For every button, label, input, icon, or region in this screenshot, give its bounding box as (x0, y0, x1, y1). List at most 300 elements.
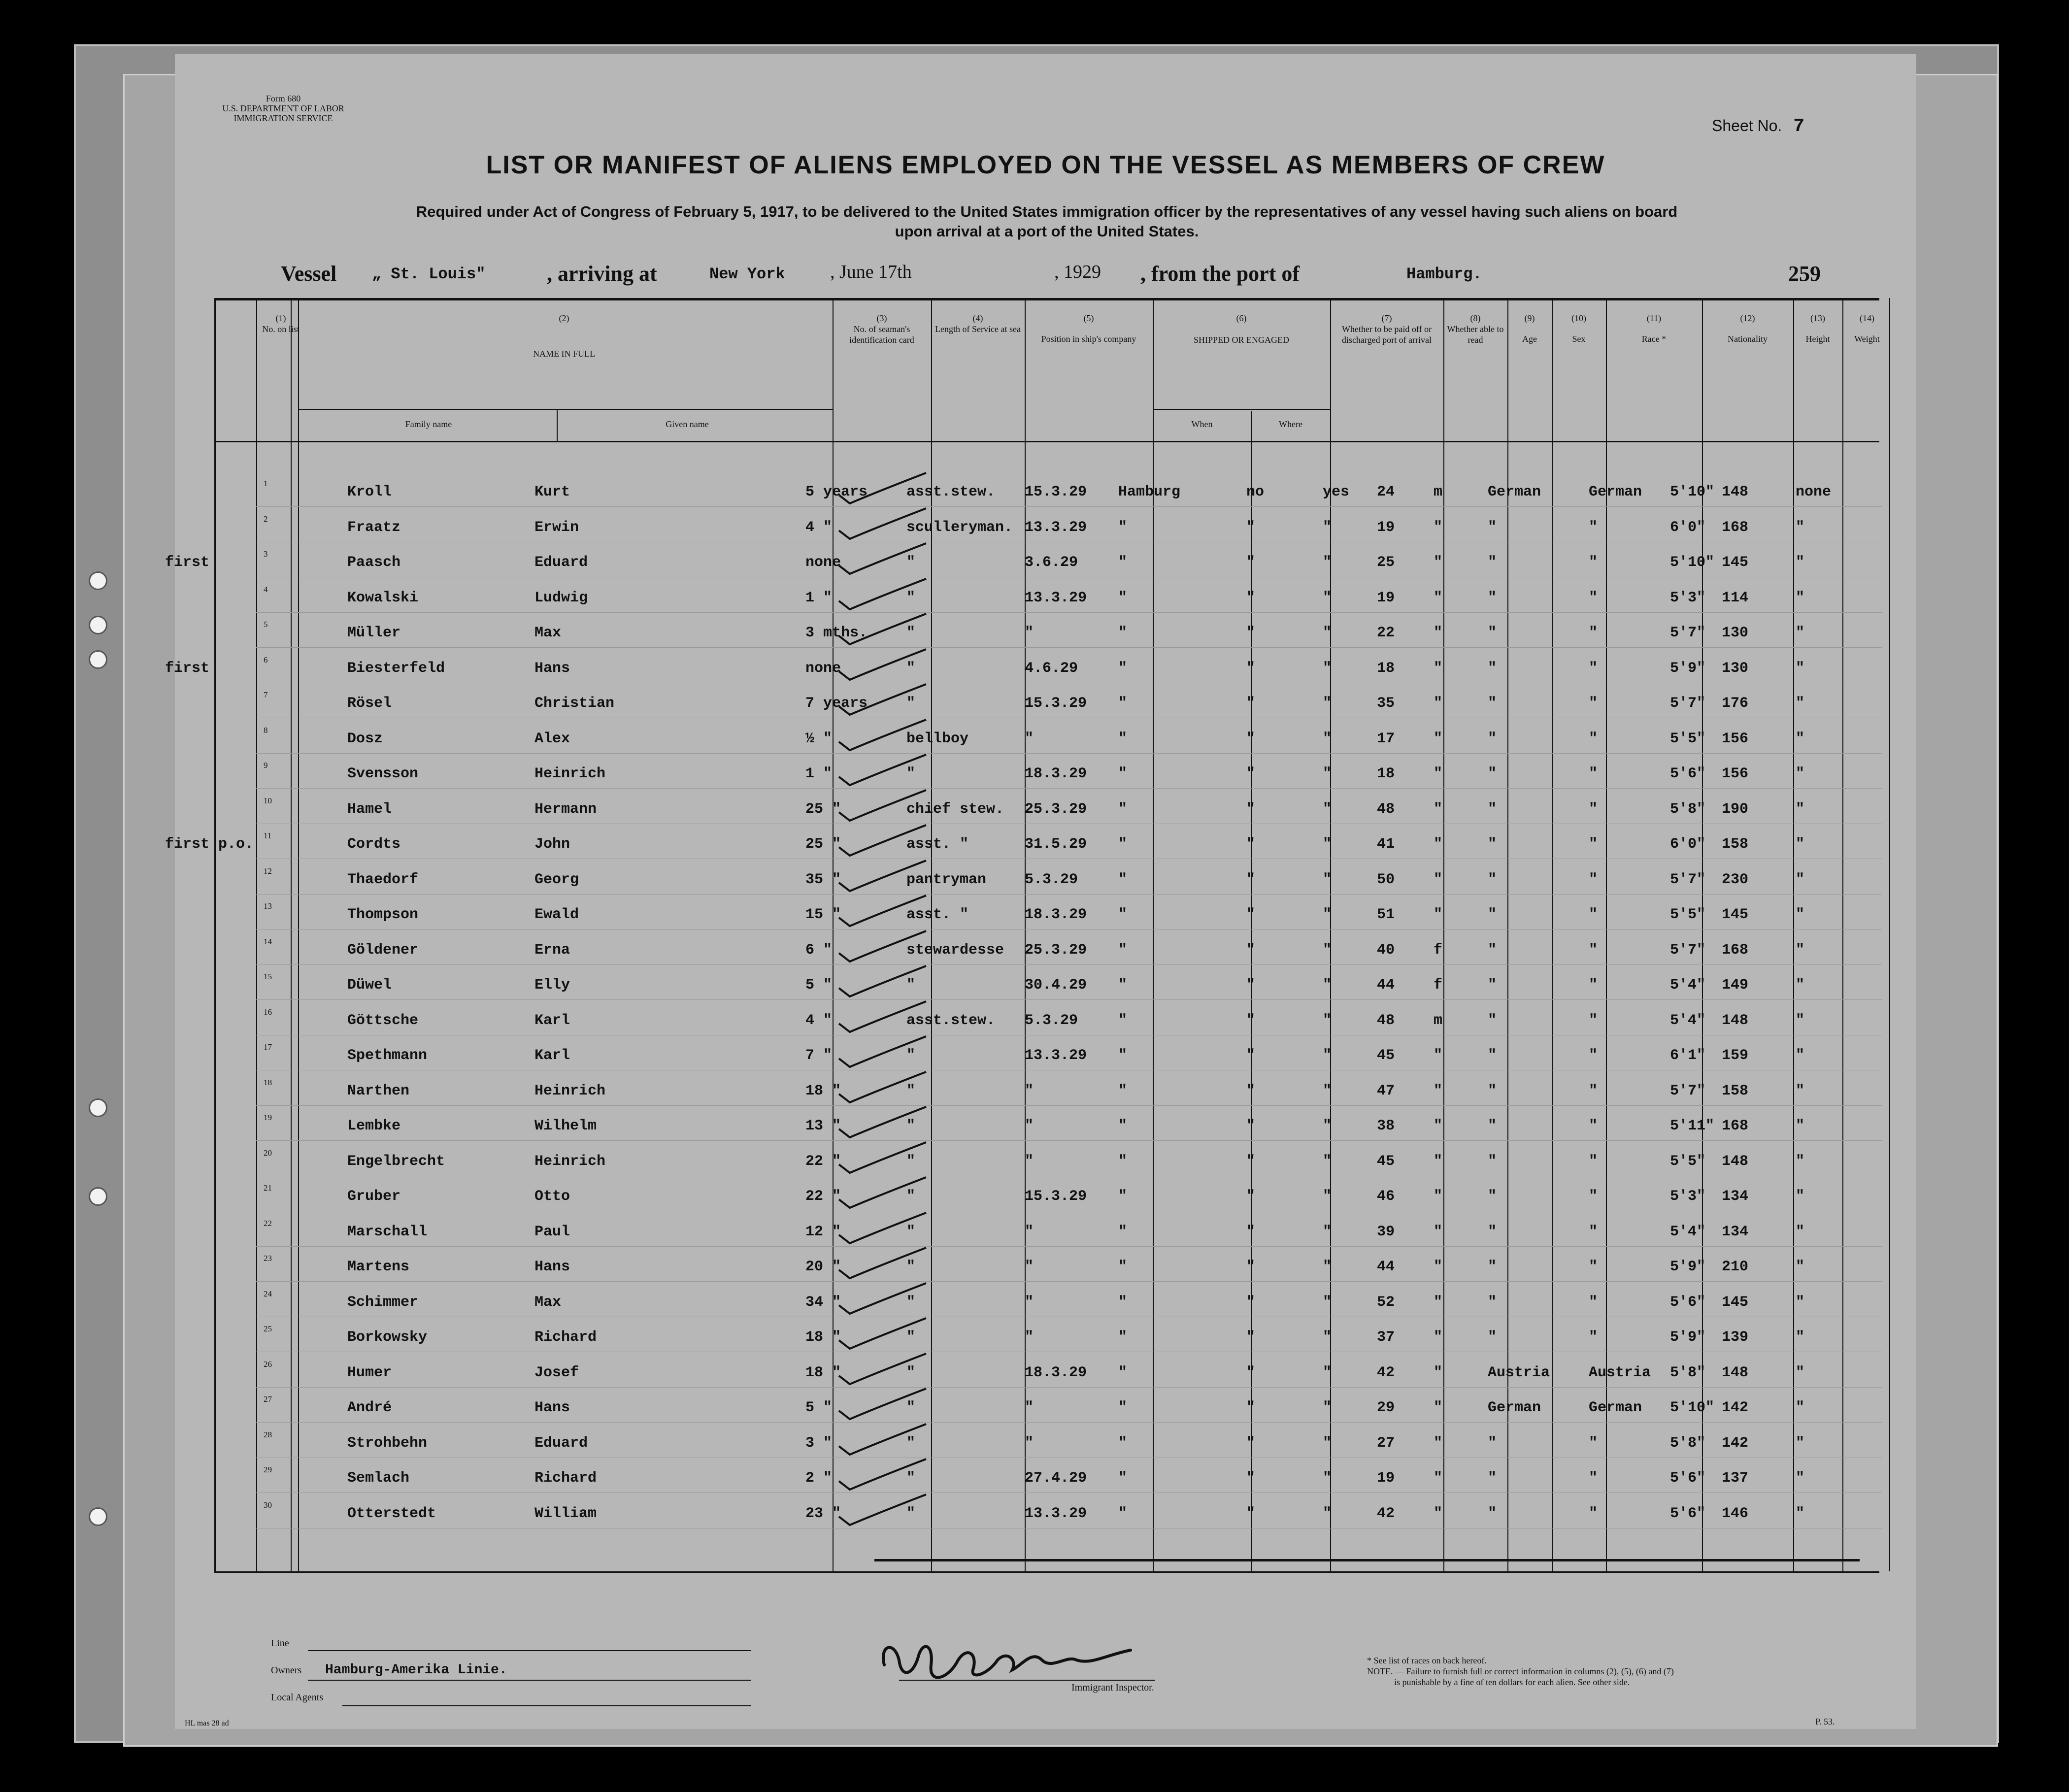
col-7-header (1330, 313, 1443, 345)
footnote-races: * See list of races on back hereof. (1367, 1656, 1487, 1665)
length-of-service: 1 " (805, 765, 833, 782)
given-name: Heinrich (534, 1082, 606, 1099)
height: 5'7" (1670, 1082, 1706, 1099)
position: pantryman (906, 871, 987, 888)
sex: " (1434, 1329, 1443, 1346)
age: 27 (1377, 1434, 1395, 1452)
given-name: Hermann (534, 800, 597, 818)
weight: 145 (1722, 906, 1749, 923)
able-to-read: " (1323, 1223, 1332, 1240)
race: " (1488, 660, 1497, 677)
punch-hole (89, 1187, 107, 1206)
paid-off: " (1246, 1505, 1256, 1522)
given-name: Max (534, 625, 562, 641)
form-number: Form 680 (266, 94, 301, 103)
sheet-number (1712, 116, 1804, 137)
able-to-read: " (1323, 1188, 1332, 1205)
sex: " (1434, 1434, 1443, 1452)
race: " (1488, 1470, 1497, 1487)
height: 5'6" (1670, 1470, 1706, 1487)
given-name: Max (534, 1294, 562, 1311)
family-name: Schimmer (347, 1294, 419, 1311)
row-rule (256, 1387, 1882, 1388)
weight: 168 (1722, 519, 1749, 536)
able-to-read: " (1323, 1399, 1332, 1416)
check-mark-icon (835, 1067, 934, 1106)
given-name: Otto (534, 1188, 570, 1205)
check-mark-icon (835, 715, 934, 754)
physical-marks: " (1796, 1329, 1805, 1346)
check-mark-icon (835, 1278, 934, 1318)
col-12-number: (12) (1740, 313, 1755, 323)
row-number: 29 (264, 1465, 272, 1474)
given-name: Eduard (534, 554, 588, 571)
weight: 148 (1722, 1012, 1749, 1029)
race: " (1488, 800, 1497, 818)
age: 51 (1377, 906, 1395, 923)
row-rule (256, 612, 1882, 613)
col-6a-label: When (1191, 419, 1213, 429)
age: 35 (1377, 695, 1395, 712)
sex: " (1434, 1364, 1443, 1381)
footnote-note: NOTE. — Failure to furnish full or correct information in columns (2), (5), (6) and (7) (1367, 1666, 1674, 1676)
able-to-read: " (1323, 730, 1332, 747)
row-number: 27 (264, 1394, 272, 1404)
col-2-header (298, 313, 830, 359)
col-14-label: Weight (1854, 334, 1880, 344)
paid-off: " (1246, 554, 1256, 571)
shipped-when: " (1025, 1118, 1034, 1134)
able-to-read: " (1323, 589, 1332, 606)
able-to-read: " (1323, 836, 1332, 853)
row-number: 28 (264, 1429, 272, 1439)
vessel-label: Vessel (281, 262, 337, 286)
race: " (1488, 836, 1497, 853)
col-9-number: (9) (1524, 313, 1535, 323)
check-mark-icon (835, 503, 934, 543)
position: " (906, 1364, 916, 1381)
sex: " (1434, 1082, 1443, 1099)
able-to-read: " (1323, 800, 1332, 818)
physical-marks: " (1796, 765, 1805, 782)
row-number: 7 (264, 690, 268, 699)
check-mark-icon (835, 1384, 934, 1423)
subtitle-line-1: Required under Act of Congress of February 5, 1917, to be delivered to the United States immigration officer by the representatives of any vessel having such aliens on board (416, 203, 1678, 220)
nationality: " (1589, 1470, 1598, 1487)
check-mark-icon (835, 1243, 934, 1282)
sex: " (1434, 765, 1443, 782)
check-mark-icon (835, 891, 934, 930)
shipped-where: " (1118, 836, 1128, 853)
row-rule (256, 647, 1882, 648)
shipped-where: " (1118, 871, 1128, 888)
family-name: Thaedorf (347, 871, 419, 888)
subtitle-line-2: upon arrival at a port of the United States. (895, 223, 1199, 240)
physical-marks: " (1796, 1223, 1805, 1240)
shipped-where: " (1118, 1470, 1128, 1487)
col-13-header (1793, 313, 1842, 344)
check-mark-icon (835, 1137, 934, 1177)
owners-value: Hamburg-Amerika Linie. (325, 1662, 507, 1678)
shipped-when: " (1025, 1082, 1034, 1099)
shipped-when: 18.3.29 (1025, 906, 1087, 923)
height: 5'7" (1670, 625, 1706, 641)
col-2a-label: Family name (405, 419, 452, 429)
position: asst. " (906, 836, 969, 853)
col-8-header (1443, 313, 1507, 345)
family-name: Svensson (347, 765, 419, 782)
paid-off: " (1246, 1082, 1256, 1099)
nationality: " (1589, 589, 1598, 606)
position: " (906, 1399, 916, 1416)
weight: 134 (1722, 1223, 1749, 1240)
position: asst. " (906, 906, 969, 923)
weight: 145 (1722, 1294, 1749, 1311)
paid-off: " (1246, 589, 1256, 606)
department-name: U.S. DEPARTMENT OF LABOR (222, 103, 344, 113)
shipped-where: " (1118, 765, 1128, 782)
weight: 142 (1722, 1399, 1749, 1416)
nationality: " (1589, 1047, 1598, 1064)
length-of-service: 4 " (805, 1012, 833, 1029)
length-of-service: 6 " (805, 941, 833, 959)
able-to-read: " (1323, 977, 1332, 994)
shipped-when: " (1025, 1153, 1034, 1170)
check-mark-icon (835, 609, 934, 648)
race: " (1488, 1223, 1497, 1240)
col-4-number: (4) (972, 313, 983, 323)
shipped-when: 5.3.29 (1025, 1012, 1078, 1029)
position: " (906, 695, 916, 712)
paid-off: " (1246, 1259, 1256, 1275)
shipped-when: 4.6.29 (1025, 660, 1078, 677)
check-mark-icon (835, 1208, 934, 1247)
shipped-when: " (1025, 1294, 1034, 1311)
physical-marks: " (1796, 1012, 1805, 1029)
race: " (1488, 765, 1497, 782)
from-label: , from the port of (1140, 262, 1300, 286)
row-rule (256, 1140, 1882, 1141)
weight: 114 (1722, 589, 1749, 606)
shipped-when: 13.3.29 (1025, 589, 1087, 606)
nationality: " (1589, 1188, 1598, 1205)
length-of-service: 1 " (805, 589, 833, 606)
weight: 145 (1722, 554, 1749, 571)
family-name: Lembke (347, 1118, 401, 1134)
age: 39 (1377, 1223, 1395, 1240)
footnote (1367, 1655, 1884, 1688)
weight: 142 (1722, 1434, 1749, 1452)
row-rule (256, 753, 1882, 754)
able-to-read: " (1323, 1047, 1332, 1064)
race: " (1488, 1012, 1497, 1029)
race: " (1488, 941, 1497, 959)
shipped-where: " (1118, 1294, 1128, 1311)
shipped-where: " (1118, 1047, 1128, 1064)
shipped-when: " (1025, 730, 1034, 747)
paid-off: " (1246, 1153, 1256, 1170)
shipped-where: " (1118, 695, 1128, 712)
shipped-where: " (1118, 1118, 1128, 1134)
given-name: Karl (534, 1047, 570, 1064)
paid-off: " (1246, 519, 1256, 536)
sex: " (1434, 1505, 1443, 1522)
length-of-service: 23 " (805, 1505, 841, 1522)
row-number: 10 (264, 796, 272, 805)
sex: " (1434, 800, 1443, 818)
row-number: 20 (264, 1148, 272, 1158)
nationality: " (1589, 871, 1598, 888)
weight: 148 (1722, 1364, 1749, 1381)
row-number: 16 (264, 1007, 272, 1017)
nationality: " (1589, 1223, 1598, 1240)
weight: 158 (1722, 1082, 1749, 1099)
col-7-number: (7) (1381, 313, 1392, 323)
family-name: Marschall (347, 1223, 428, 1240)
position: " (906, 1470, 916, 1487)
position: " (906, 554, 916, 571)
row-number: 19 (264, 1113, 272, 1122)
able-to-read: " (1323, 1259, 1332, 1275)
weight: 156 (1722, 730, 1749, 747)
physical-marks: " (1796, 554, 1805, 571)
paid-off: " (1246, 625, 1256, 641)
column-divider (291, 298, 292, 1571)
race: " (1488, 1505, 1497, 1522)
column-divider (1443, 298, 1444, 1571)
physical-marks: " (1796, 1470, 1805, 1487)
page-code: P. 53. (1815, 1717, 1835, 1726)
family-name: Thompson (347, 906, 419, 923)
row-rule (256, 964, 1882, 965)
height: 5'7" (1670, 695, 1706, 712)
service-name: IMMIGRATION SERVICE (234, 113, 333, 123)
weight: 210 (1722, 1259, 1749, 1275)
position: " (906, 1118, 916, 1134)
row-rule (256, 1281, 1882, 1282)
shipped-where: " (1118, 800, 1128, 818)
punch-hole (89, 1098, 107, 1117)
weight: 190 (1722, 800, 1749, 818)
shipped-where: " (1118, 1364, 1128, 1381)
family-name: Müller (347, 625, 401, 641)
sex: " (1434, 695, 1443, 712)
col-12-header (1702, 313, 1793, 344)
length-of-service: 22 " (805, 1153, 841, 1170)
race: " (1488, 1259, 1497, 1275)
shipped-where: " (1118, 1188, 1128, 1205)
paid-off: " (1246, 730, 1256, 747)
weight: 168 (1722, 941, 1749, 959)
sex: " (1434, 625, 1443, 641)
able-to-read: " (1323, 906, 1332, 923)
family-name: Martens (347, 1259, 410, 1275)
row-number: 11 (264, 831, 272, 840)
col-11-label: Race * (1641, 334, 1667, 344)
sex: " (1434, 660, 1443, 677)
column-divider (1793, 298, 1794, 1571)
race: " (1488, 1047, 1497, 1064)
age: 25 (1377, 554, 1395, 571)
col-12-label: Nationality (1728, 334, 1768, 344)
row-number: 8 (264, 725, 268, 735)
col-14-number: (14) (1860, 313, 1874, 323)
nationality: " (1589, 1012, 1598, 1029)
family-name: Düwel (347, 977, 392, 994)
footnote-fine: is punishable by a fine of ten dollars for each alien. See other side. (1394, 1677, 1630, 1687)
table-bottom-border (214, 1571, 1879, 1573)
height: 6'1" (1670, 1047, 1706, 1064)
rows-end-rule (874, 1559, 1860, 1561)
shipped-when: 15.3.29 (1025, 695, 1087, 712)
family-name: Paasch (347, 554, 401, 571)
given-name: Heinrich (534, 1153, 606, 1170)
length-of-service: 25 " (805, 836, 841, 853)
position: " (906, 589, 916, 606)
paid-off: " (1246, 941, 1256, 959)
physical-marks: " (1796, 625, 1805, 641)
column-divider (1889, 298, 1890, 1571)
height: 5'6" (1670, 765, 1706, 782)
shipped-where: " (1118, 906, 1128, 923)
physical-marks: " (1796, 871, 1805, 888)
sex: " (1434, 519, 1443, 536)
nationality: German (1589, 484, 1642, 500)
position: " (906, 1294, 916, 1311)
check-mark-icon (835, 1454, 934, 1493)
sheet-label: Sheet No. (1712, 117, 1782, 134)
paid-off: no (1246, 484, 1265, 500)
row-rule (256, 999, 1882, 1000)
given-name: Georg (534, 871, 579, 888)
position: asst.stew. (906, 484, 996, 500)
col-6-label: SHIPPED OR ENGAGED (1193, 335, 1289, 345)
length-of-service: 2 " (805, 1470, 833, 1487)
position: " (906, 1259, 916, 1275)
able-to-read: " (1323, 1329, 1332, 1346)
punch-hole (89, 1507, 107, 1526)
owners-rule (308, 1680, 751, 1681)
given-name: Eduard (534, 1434, 588, 1452)
age: 42 (1377, 1364, 1395, 1381)
height: 5'11" (1670, 1118, 1715, 1134)
race: " (1488, 695, 1497, 712)
length-of-service: 25 " (805, 800, 841, 818)
column-divider (298, 298, 299, 1571)
nationality: " (1589, 906, 1598, 923)
given-name: Hans (534, 660, 570, 677)
col-6-number: (6) (1236, 313, 1247, 323)
row-rule (256, 894, 1882, 895)
weight: 148 (1722, 1153, 1749, 1170)
able-to-read: " (1323, 1153, 1332, 1170)
shipped-where: " (1118, 1505, 1128, 1522)
physical-marks: " (1796, 1505, 1805, 1522)
physical-marks: " (1796, 730, 1805, 747)
nationality: " (1589, 941, 1598, 959)
nationality: " (1589, 1294, 1598, 1311)
age: 19 (1377, 519, 1395, 536)
inspector-rule (899, 1680, 1155, 1681)
sex: f (1434, 977, 1443, 994)
position: " (906, 1188, 916, 1205)
height: 5'8" (1670, 1434, 1706, 1452)
physical-marks: " (1796, 941, 1805, 959)
given-name: Richard (534, 1470, 597, 1487)
physical-marks: " (1796, 1153, 1805, 1170)
weight: 134 (1722, 1188, 1749, 1205)
nationality: " (1589, 765, 1598, 782)
race: German (1488, 484, 1541, 500)
height: 6'0" (1670, 836, 1706, 853)
age: 46 (1377, 1188, 1395, 1205)
height: 5'6" (1670, 1294, 1706, 1311)
row-number: 23 (264, 1254, 272, 1263)
sex: " (1434, 836, 1443, 853)
position: " (906, 977, 916, 994)
length-of-service: none (805, 660, 841, 677)
nationality: " (1589, 1153, 1598, 1170)
nationality: " (1589, 1259, 1598, 1275)
arrival-port: New York (709, 265, 785, 283)
physical-marks: " (1796, 1294, 1805, 1311)
shipped-when: 13.3.29 (1025, 1047, 1087, 1064)
col-6b-label: Where (1279, 419, 1302, 429)
paid-off: " (1246, 1223, 1256, 1240)
family-name: Kroll (347, 484, 392, 500)
punch-hole (89, 571, 107, 590)
length-of-service: 5 " (805, 1399, 833, 1416)
row-number: 14 (264, 936, 272, 946)
shipped-when: " (1025, 1223, 1034, 1240)
shipped-where: " (1118, 730, 1128, 747)
height: 5'5" (1670, 906, 1706, 923)
row-number: 13 (264, 901, 272, 911)
given-name: Wilhelm (534, 1118, 597, 1134)
race: " (1488, 625, 1497, 641)
position: " (906, 1329, 916, 1346)
page-number: 259 (1788, 262, 1821, 286)
race: " (1488, 589, 1497, 606)
height: 5'5" (1670, 730, 1706, 747)
paid-off: " (1246, 1470, 1256, 1487)
sex: " (1434, 1223, 1443, 1240)
able-to-read: " (1323, 1470, 1332, 1487)
able-to-read: yes (1323, 484, 1350, 500)
check-mark-icon (835, 1419, 934, 1459)
line-rule (308, 1650, 751, 1651)
shipped-when: " (1025, 1259, 1034, 1275)
paid-off: " (1246, 1294, 1256, 1311)
shipped-when: 13.3.29 (1025, 519, 1087, 536)
shipped-when: " (1025, 1434, 1034, 1452)
race: " (1488, 519, 1497, 536)
height: 5'3" (1670, 589, 1706, 606)
punch-hole (89, 650, 107, 669)
physical-marks: " (1796, 836, 1805, 853)
nationality: " (1589, 1118, 1598, 1134)
col-7-label: Whether to be paid off or discharged port of arrival (1341, 324, 1432, 345)
subheader-rule (298, 409, 833, 410)
paid-off: " (1246, 800, 1256, 818)
weight: 176 (1722, 695, 1749, 712)
margin-note: first (165, 660, 210, 677)
inspector-label: Immigrant Inspector. (1071, 1682, 1154, 1693)
age: 19 (1377, 1470, 1395, 1487)
weight: 137 (1722, 1470, 1749, 1487)
row-number: 2 (264, 514, 268, 524)
col-13-number: (13) (1810, 313, 1825, 323)
